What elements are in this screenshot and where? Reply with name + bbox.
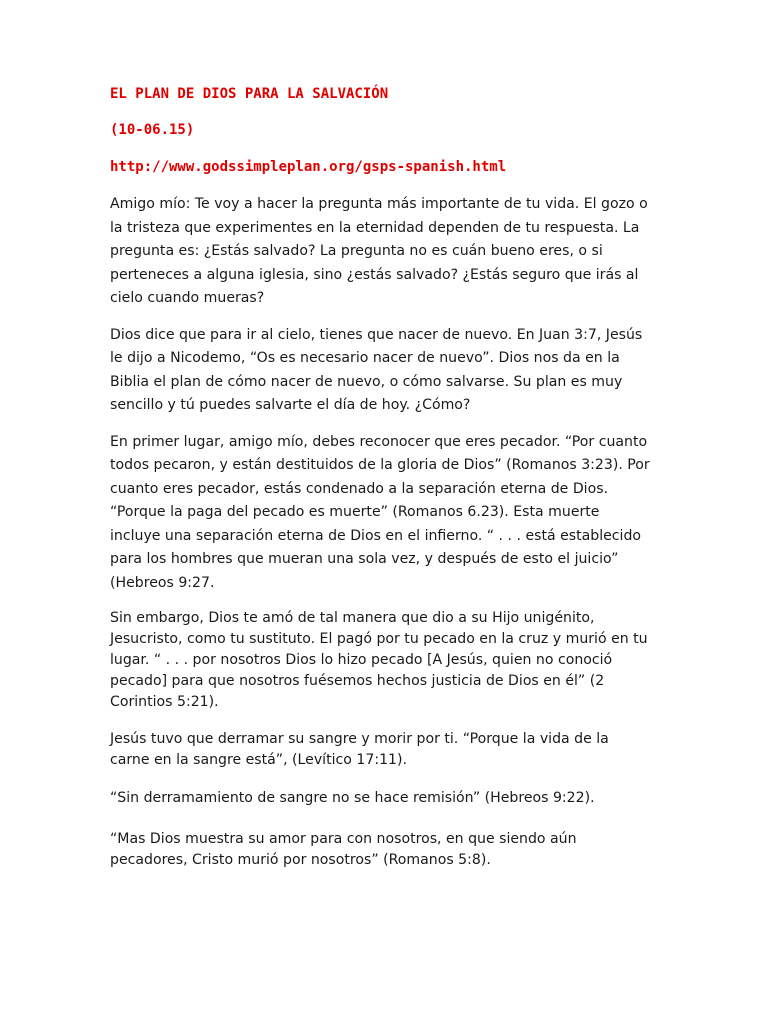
paragraph-blood: Jesús tuvo que derramar su sangre y morir por ti. “Porque la vida de la carne en la sangre está”, (Levítico 17:11).	[110, 731, 609, 768]
paragraph-sinner: En primer lugar, amigo mío, debes reconocer que eres pecador. “Por cuanto todos pecaron, y están destituidos de la gloria de Dios” (Romanos 3:23). Por cuanto eres pecador, estás condenado a la separación eterna de Dios. “Porque la paga del pecado es muerte” (Romanos 6.23). Esta muerte incluye una separación eterna de Dios en el infierno. “ . . . está establecido para los hombres que mueran una sola vez, y después de esto el juicio” (Hebreos 9:27.	[110, 433, 650, 591]
document-url: http://www.godssimpleplan.org/gsps-spanish.html	[110, 159, 507, 175]
paragraph-love: “Mas Dios muestra su amor para con nosotros, en que siendo aún pecadores, Cristo murió por nosotros” (Romanos 5:8).	[110, 830, 577, 868]
document-date: (10-06.15)	[110, 122, 195, 138]
document-title: EL PLAN DE DIOS PARA LA SALVACIÓN	[110, 86, 389, 102]
paragraph-question: Amigo mío: Te voy a hacer la pregunta más importante de tu vida. El gozo o la tristeza que experimentes en la eternidad dependen de tu respuesta. La pregunta es: ¿Estás salvado? La pregunta no es cuán bueno eres, o si perteneces a alguna iglesia, sino ¿estás salvado? ¿Estás seguro que irás al cielo cuando mueras?	[110, 196, 648, 306]
paragraph-remission: “Sin derramamiento de sangre no se hace remisión” (Hebreos 9:22).	[110, 790, 595, 806]
paragraph-born-again: Dios dice que para ir al cielo, tienes que nacer de nuevo. En Juan 3:7, Jesús le dijo a Nicodemo, “Os es necesario nacer de nuevo”. Dios nos da en la Biblia el plan de cómo nacer de nuevo, o cómo salvarse. Su plan es muy sencillo y tú puedes salvarte el día de hoy. ¿Cómo?	[110, 326, 643, 413]
paragraph-substitute: Sin embargo, Dios te amó de tal manera que dio a su Hijo unigénito, Jesucristo, como tu sustituto. El pagó por tu pecado en la cruz y murió en tu lugar. “ . . . por nosotros Dios lo hizo pecado [A Jesús, quien no conoció pecado] para que nosotros fuésemos hechos justicia de Dios en él” (2 Corintios 5:21).	[110, 610, 648, 710]
document-page	[110, 84, 650, 887]
